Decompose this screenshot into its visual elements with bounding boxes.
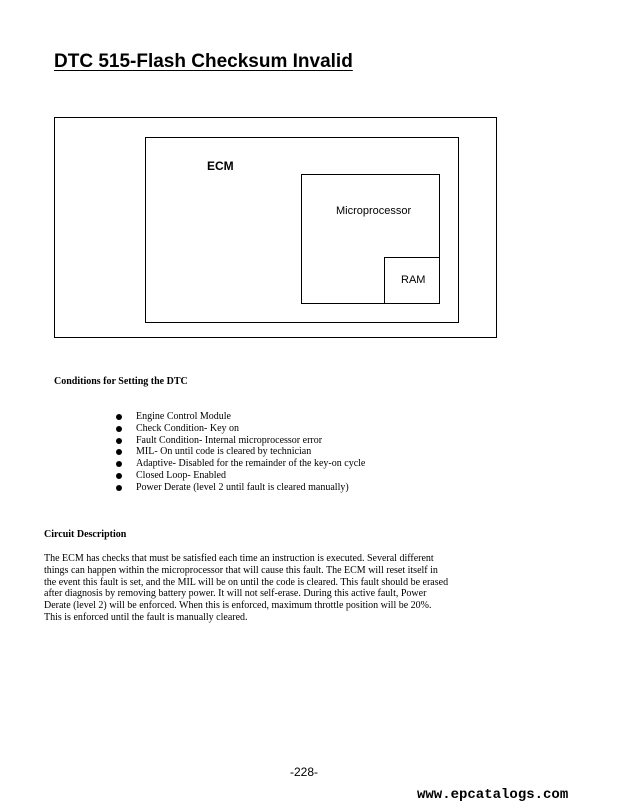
bullet-icon <box>116 485 122 491</box>
list-item-text: Fault Condition- Internal microprocessor error <box>136 434 323 446</box>
list-item <box>116 435 365 447</box>
bullet-icon <box>116 461 122 467</box>
paragraph-line: Derate (level 2) will be enforced. When this is enforced, maximum throttle position will be 20%. <box>44 600 432 612</box>
bullet-icon <box>116 414 122 420</box>
page-number: -228- <box>290 765 319 779</box>
list-item <box>116 411 365 423</box>
list-item-text: Check Condition- Key on <box>136 422 240 434</box>
list-item-text: Closed Loop- Enabled <box>136 469 226 481</box>
paragraph-line: things can happen within the microprocessor that will cause this fault. The ECM will reset itself in <box>44 564 438 576</box>
list-item <box>116 482 365 494</box>
conditions-list <box>116 411 365 494</box>
bullet-icon <box>116 426 122 432</box>
list-item <box>116 458 365 470</box>
list-item-text: MIL- On until code is cleared by technician <box>136 446 312 458</box>
circuit-heading: Circuit Description <box>44 529 127 540</box>
list-item <box>116 423 365 435</box>
watermark: www.epcatalogs.com <box>417 787 569 803</box>
page-title: DTC 515-Flash Checksum Invalid <box>54 51 353 72</box>
bullet-icon <box>116 449 122 455</box>
paragraph-line: the event this fault is set, and the MIL will be on until the code is cleared. This fault should be erased <box>44 576 449 588</box>
list-item-text: Engine Control Module <box>136 411 231 422</box>
ram-label: RAM <box>401 274 426 286</box>
ecm-label: ECM <box>207 159 234 173</box>
circuit-description <box>44 553 474 624</box>
list-item <box>116 470 365 482</box>
paragraph-line: The ECM has checks that must be satisfied each time an instruction is executed. Several different <box>44 553 434 564</box>
microprocessor-label: Microprocessor <box>336 205 412 217</box>
bullet-icon <box>116 473 122 479</box>
list-item-text: Power Derate (level 2 until fault is cleared manually) <box>136 481 349 493</box>
paragraph-line: after diagnosis by removing battery power. It will not self-erase. During this active fault, Power <box>44 588 427 600</box>
list-item-text: Adaptive- Disabled for the remainder of the key-on cycle <box>136 458 366 470</box>
paragraph-line: This is enforced until the fault is manually cleared. <box>44 611 248 623</box>
bullet-icon <box>116 438 122 444</box>
conditions-heading: Conditions for Setting the DTC <box>54 376 188 387</box>
list-item <box>116 446 365 458</box>
